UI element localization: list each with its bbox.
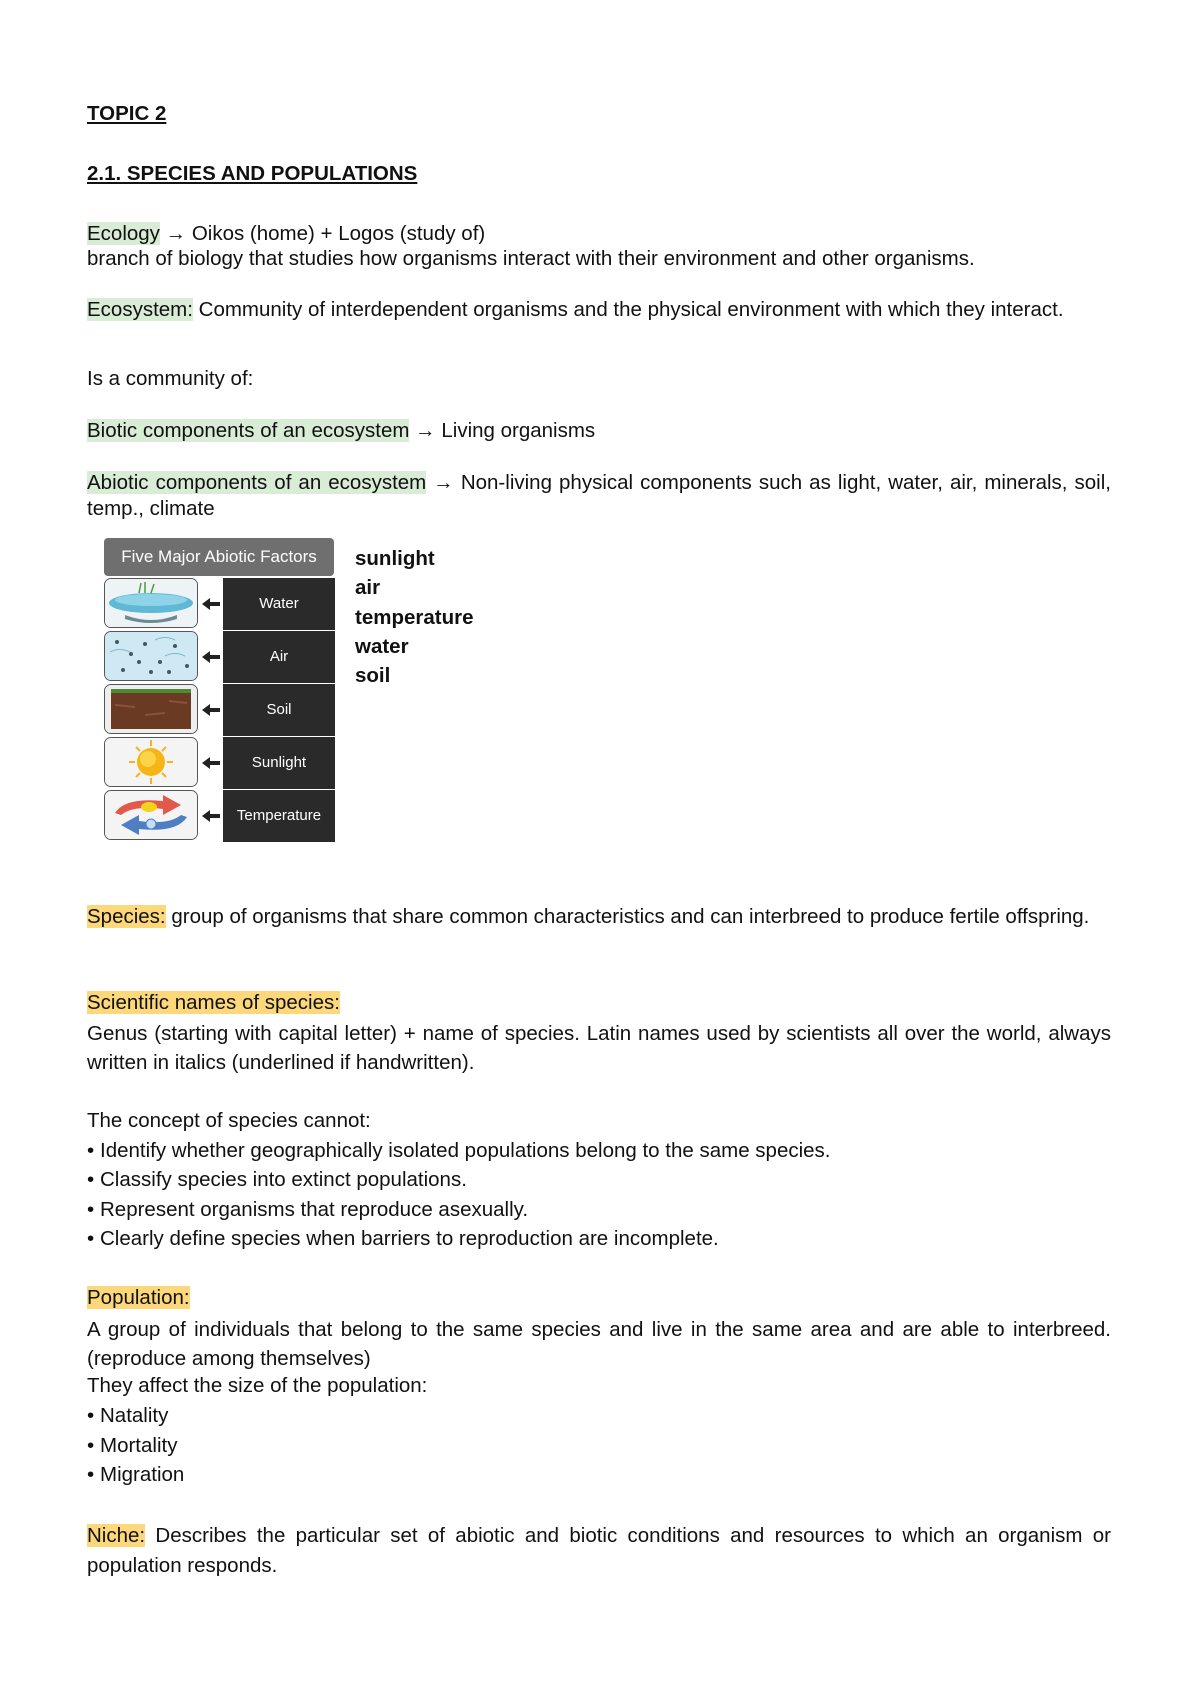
arrow-icon <box>202 757 220 769</box>
population-bullet: • Natality <box>87 1404 169 1427</box>
ecosystem-paragraph <box>87 297 1111 323</box>
factor-row-water <box>104 578 336 630</box>
water-pond-icon <box>104 578 198 628</box>
species-term: Species: <box>87 905 166 928</box>
factor-label: Sunlight <box>223 737 335 789</box>
population-bullet: • Mortality <box>87 1434 178 1457</box>
concept-bullet: • Clearly define species when barriers to reproduction are incomplete. <box>87 1227 719 1250</box>
factor-label: Water <box>223 578 335 630</box>
scientific-names-text: Genus (starting with capital letter) + name of species. Latin names used by scientists all over the world, always written in italics (underlined if handwritten). <box>87 1022 1111 1074</box>
arrow-icon <box>202 810 220 822</box>
factor-row-temperature <box>104 790 336 842</box>
biotic-term: Biotic components of an ecosystem <box>87 419 410 442</box>
factor-row-sunlight <box>104 737 336 789</box>
concept-bullet: • Identify whether geographically isolated populations belong to the same species. <box>87 1139 831 1162</box>
arrow-icon <box>202 651 220 663</box>
temperature-cycle-icon <box>104 790 198 840</box>
figure-title: Five Major Abiotic Factors <box>104 538 334 576</box>
abiotic-term: Abiotic components of an ecosystem <box>87 471 427 494</box>
abiotic-factors-list <box>355 544 474 690</box>
scientific-names-term: Scientific names of species: <box>87 991 340 1014</box>
ecosystem-term: Ecosystem: <box>87 298 193 321</box>
scientific-names-heading <box>87 990 340 1016</box>
population-term: Population: <box>87 1286 190 1309</box>
niche-paragraph <box>87 1521 1111 1581</box>
ecology-line <box>87 221 485 247</box>
population-text: A group of individuals that belong to the same species and live in the same area and are able to interbreed. (reproduce among themselves) <box>87 1318 1111 1370</box>
factor-label: Air <box>223 631 335 683</box>
list-item: sunlight <box>355 547 435 570</box>
niche-definition: Describes the particular set of abiotic and biotic conditions and resources to which an organism or population responds. <box>87 1524 1111 1577</box>
ecology-etymology: → Oikos (home) + Logos (study of) <box>159 222 486 245</box>
biotic-line <box>87 418 595 444</box>
concept-bullet: • Classify species into extinct populations. <box>87 1168 467 1191</box>
ecology-definition: branch of biology that studies how organisms interact with their environment and other organisms. <box>87 247 975 270</box>
topic-heading: TOPIC 2 <box>87 102 167 125</box>
species-definition: group of organisms that share common characteristics and can interbreed to produce fertile offspring. <box>165 905 1090 928</box>
ecology-term: Ecology <box>87 222 160 245</box>
community-intro: Is a community of: <box>87 367 254 390</box>
concept-intro: The concept of species cannot: <box>87 1109 371 1132</box>
niche-term: Niche: <box>87 1524 146 1547</box>
list-item: water <box>355 634 409 658</box>
factor-row-soil <box>104 684 336 736</box>
soil-icon <box>104 684 198 734</box>
concept-bullet: • Represent organisms that reproduce asexually. <box>87 1198 529 1221</box>
arrow-icon <box>202 598 220 610</box>
sun-icon <box>104 737 198 787</box>
species-paragraph <box>87 902 1111 931</box>
biotic-definition: → Living organisms <box>409 419 596 442</box>
section-heading: 2.1. SPECIES AND POPULATIONS <box>87 162 418 185</box>
abiotic-paragraph <box>87 470 1111 522</box>
list-item: soil <box>355 664 391 688</box>
ecosystem-definition: Community of interdependent organisms and the physical environment with which they interact. <box>192 298 1064 321</box>
air-particles-icon <box>104 631 198 681</box>
factor-row-air <box>104 631 336 683</box>
population-bullet: • Migration <box>87 1463 185 1486</box>
abiotic-definition: → Non-living physical components such as light, water, air, minerals, soil, temp., climate <box>87 471 1111 520</box>
abiotic-factors-figure <box>104 538 336 842</box>
arrow-icon <box>202 704 220 716</box>
population-heading <box>87 1285 190 1311</box>
factor-label: Temperature <box>223 790 335 842</box>
list-item: temperature <box>355 605 474 629</box>
list-item: air <box>355 576 381 600</box>
factor-label: Soil <box>223 684 335 736</box>
population-affect: They affect the size of the population: <box>87 1374 428 1397</box>
